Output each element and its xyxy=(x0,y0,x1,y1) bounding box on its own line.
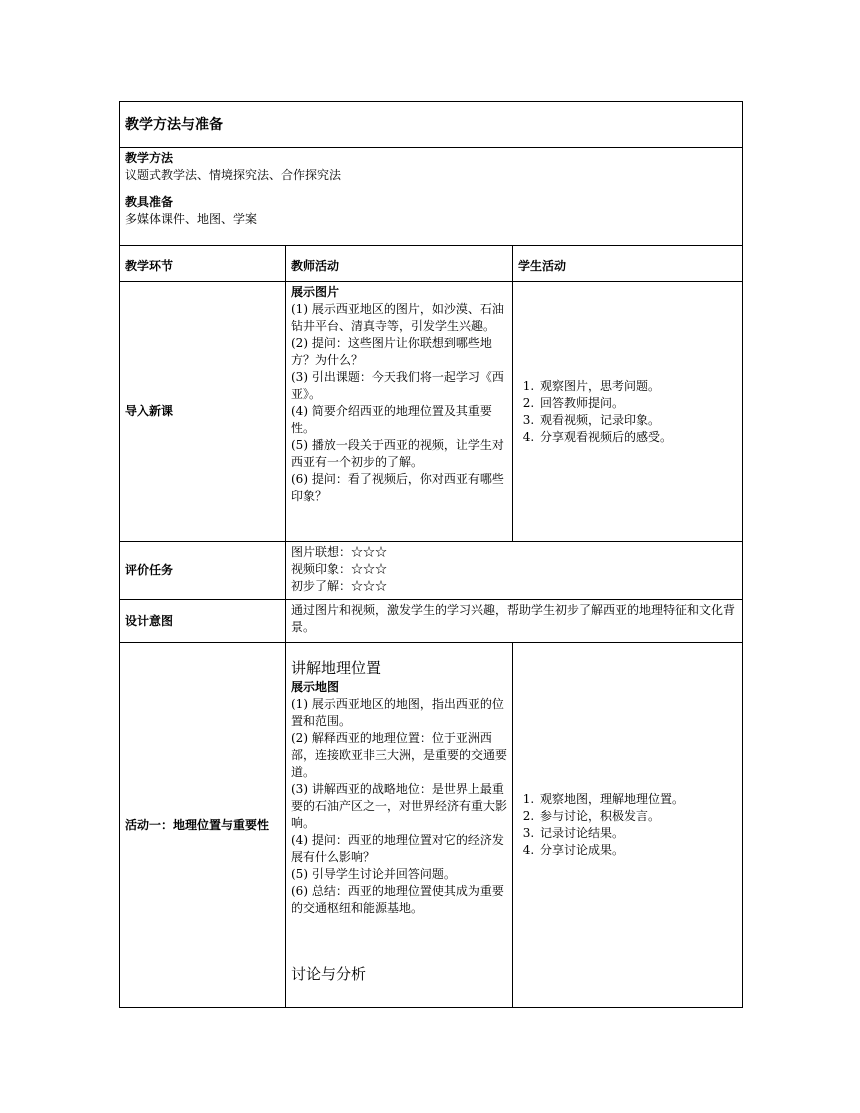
intro-teacher-step: (6) 提问：看了视频后，你对西亚有哪些印象？ xyxy=(291,472,504,503)
intro-teacher-step: (3) 引出课题：今天我们将一起学习《西亚》。 xyxy=(291,370,504,401)
activity1-teacher-step: (4) 提问：西亚的地理位置对它的经济发展有什么影响？ xyxy=(291,833,504,864)
activity1-teacher-step: (1) 展示西亚地区的地图，指出西亚的位置和范围。 xyxy=(291,697,504,728)
activity1-teacher-step: (2) 解释西亚的地理位置：位于亚洲西部，连接欧亚非三大洲，是重要的交通要道。 xyxy=(291,731,508,779)
intro-teacher-step: (4) 简要介绍西亚的地理位置及其重要性。 xyxy=(291,404,492,435)
design-row xyxy=(120,600,743,643)
tools-label: 教具准备 xyxy=(125,195,174,209)
header-phase: 教学环节 xyxy=(120,246,286,282)
list-item: 3. 观看视频，记录印象。 xyxy=(538,412,737,429)
activity1-student-list xyxy=(518,791,737,859)
methods-title-row xyxy=(120,102,743,148)
list-item: 3. 记录讨论结果。 xyxy=(538,825,737,842)
header-student: 学生活动 xyxy=(513,246,743,282)
design-text: 通过图片和视频，激发学生的学习兴趣，帮助学生初步了解西亚的地理特征和文化背景。 xyxy=(291,603,736,634)
evaluation-cell xyxy=(286,542,743,600)
intro-label: 导入新课 xyxy=(120,282,286,542)
evaluation-item: 初步了解：☆☆☆ xyxy=(291,579,388,593)
design-cell xyxy=(286,600,743,643)
activity1-row xyxy=(120,643,743,1008)
section-title: 教学方法与准备 xyxy=(125,117,223,133)
activity1-teacher-step: (3) 讲解西亚的战略地位：是世界上最重要的石油产区之一，对世界经济有重大影响。 xyxy=(291,782,508,830)
intro-teacher-title: 展示图片 xyxy=(291,285,340,299)
list-item: 1. 观察图片，思考问题。 xyxy=(538,378,737,395)
list-item: 2. 参与讨论，积极发言。 xyxy=(538,808,737,825)
intro-student-list xyxy=(518,378,737,446)
evaluation-item: 图片联想：☆☆☆ xyxy=(291,545,388,559)
header-teacher: 教师活动 xyxy=(286,246,513,282)
list-item: 1. 观察地图，理解地理位置。 xyxy=(538,791,737,808)
intro-row xyxy=(120,282,743,542)
tools-text: 多媒体课件、地图、学案 xyxy=(125,212,258,226)
activity1-teacher-cell xyxy=(286,643,513,1008)
methods-row xyxy=(120,148,743,246)
list-item: 4. 分享观看视频后的感受。 xyxy=(538,429,737,446)
evaluation-row xyxy=(120,542,743,600)
activity1-label: 活动一：地理位置与重要性 xyxy=(120,643,286,1008)
intro-teacher-cell xyxy=(286,282,513,542)
lesson-plan-table xyxy=(119,101,743,1008)
activity1-section-title: 讲解地理位置 xyxy=(291,659,382,677)
methods-label: 教学方法 xyxy=(125,151,174,165)
activity1-teacher-step: (6) 总结：西亚的地理位置使其成为重要的交通枢纽和能源基地。 xyxy=(291,884,504,915)
activity1-student-cell xyxy=(513,643,743,1008)
intro-teacher-step: (2) 提问：这些图片让你联想到哪些地方？为什么？ xyxy=(291,336,492,367)
evaluation-item: 视频印象：☆☆☆ xyxy=(291,562,388,576)
activity1-teacher-title: 展示地图 xyxy=(291,680,340,694)
activity1-next-title: 讨论与分析 xyxy=(291,965,367,983)
evaluation-label: 评价任务 xyxy=(120,542,286,600)
intro-teacher-step: (1) 展示西亚地区的图片，如沙漠、石油钻井平台、清真寺等，引发学生兴趣。 xyxy=(291,302,504,333)
list-item: 4. 分享讨论成果。 xyxy=(538,842,737,859)
activity1-teacher-step: (5) 引导学生讨论并回答问题。 xyxy=(291,867,456,881)
list-item: 2. 回答教师提问。 xyxy=(538,395,737,412)
intro-teacher-step: (5) 播放一段关于西亚的视频，让学生对西亚有一个初步的了解。 xyxy=(291,438,504,469)
methods-text: 议题式教学法、情境探究法、合作探究法 xyxy=(125,168,342,182)
intro-student-cell xyxy=(513,282,743,542)
design-label: 设计意图 xyxy=(120,600,286,643)
column-header-row xyxy=(120,246,743,282)
